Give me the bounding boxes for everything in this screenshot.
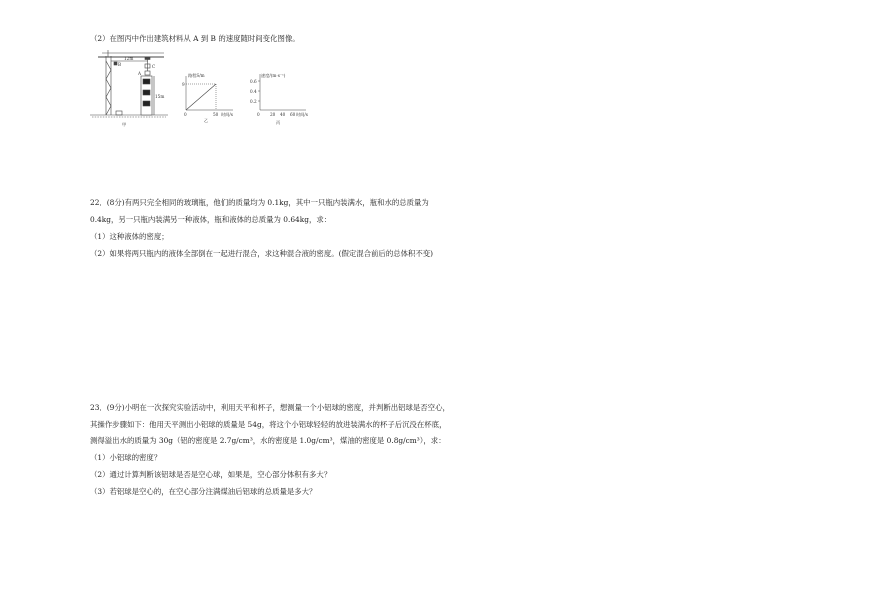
label-B: B xyxy=(118,62,122,67)
tower-lattice xyxy=(106,61,111,115)
yi-tick-0: 0 xyxy=(184,112,187,117)
figure-group xyxy=(88,48,328,130)
building-floor xyxy=(143,101,150,106)
q22-line2: 0.4kg，另一只瓶内装满另一种液体，瓶和液体的总质量为 0.64kg，求： xyxy=(90,215,332,224)
material-A xyxy=(145,71,150,75)
q23-part2: （2）通过计算判断该铝球是否是空心球，如果是，空心部分体积有多大？ xyxy=(90,470,332,479)
label-12m: 12m xyxy=(124,56,134,61)
ground-box xyxy=(116,111,122,115)
building-floor xyxy=(143,90,150,95)
q22-line1: 22．(8分)有两只完全相同的玻璃瓶，他们的质量均为 0.1kg，其中一只瓶内装满水，瓶和水的总质量为 xyxy=(90,198,429,207)
q23-part1: （1）小铝球的密度？ xyxy=(90,453,162,462)
yi-line xyxy=(186,84,216,110)
q22-part1: （1）这种液体的密度； xyxy=(90,232,169,241)
bing-ytick-label: 0.6 xyxy=(250,79,257,84)
q23-part3: （3）若铝球是空心的，在空心部分注满煤油后铝球的总质量是多大？ xyxy=(90,487,317,496)
crane-trolley xyxy=(145,57,150,60)
yi-ylabel: 路程S/m xyxy=(188,73,205,78)
figure-yi xyxy=(186,76,233,110)
bing-ylabel: 速度/(m·s⁻¹) xyxy=(261,73,286,78)
figure-bing xyxy=(258,74,306,110)
caption-yi: 乙 xyxy=(204,118,209,123)
bing-xtick-label: 60 xyxy=(290,112,296,117)
label-A: A xyxy=(138,71,142,76)
caption-bing: 丙 xyxy=(276,120,281,125)
yi-tick-9: 9 xyxy=(182,82,185,87)
building-floor xyxy=(143,79,150,84)
label-C: C xyxy=(152,64,156,69)
q21-part2: （2）在图丙中作出建筑材料从 A 到 B 的速度随时间变化图像。 xyxy=(90,34,300,43)
bing-xtick-label: 20 xyxy=(270,112,276,117)
bing-xlabel: 时间/s xyxy=(296,112,308,117)
q23-line2: 其操作步骤如下：他用天平测出小铝球的质量是 54g，将这个小铝球轻轻的放进装满水的杯子后沉没在杯底， xyxy=(90,420,447,429)
bing-ytick-label: 0.4 xyxy=(250,89,257,94)
caption-jia: 甲 xyxy=(122,122,127,127)
figures-svg xyxy=(88,48,328,130)
q22-part2: （2）如果将两只瓶内的液体全部倒在一起进行混合，求这种混合液的密度。(假定混合前后的总体积不变) xyxy=(90,249,434,258)
yi-xlabel: 时间/s xyxy=(221,112,233,117)
bing-ytick-label: 0.2 xyxy=(250,99,257,104)
label-15m: 15m xyxy=(155,94,165,99)
q23-line3: 测得溢出水的质量为 30g（铝的密度是 2.7g/cm³，水的密度是 1.0g/cm³，煤油的密度是 0.8g/cm³），求： xyxy=(90,436,446,445)
bing-xtick-label: 0 xyxy=(257,112,260,117)
bing-xtick-label: 40 xyxy=(280,112,286,117)
yi-tick-50: 50 xyxy=(213,112,219,117)
point-B-block xyxy=(114,62,117,65)
q23-line1: 23．(9分)小明在一次探究实验活动中，利用天平和杯子，想测量一个小铝球的密度，并判断出铝球是否空心， xyxy=(90,403,450,412)
